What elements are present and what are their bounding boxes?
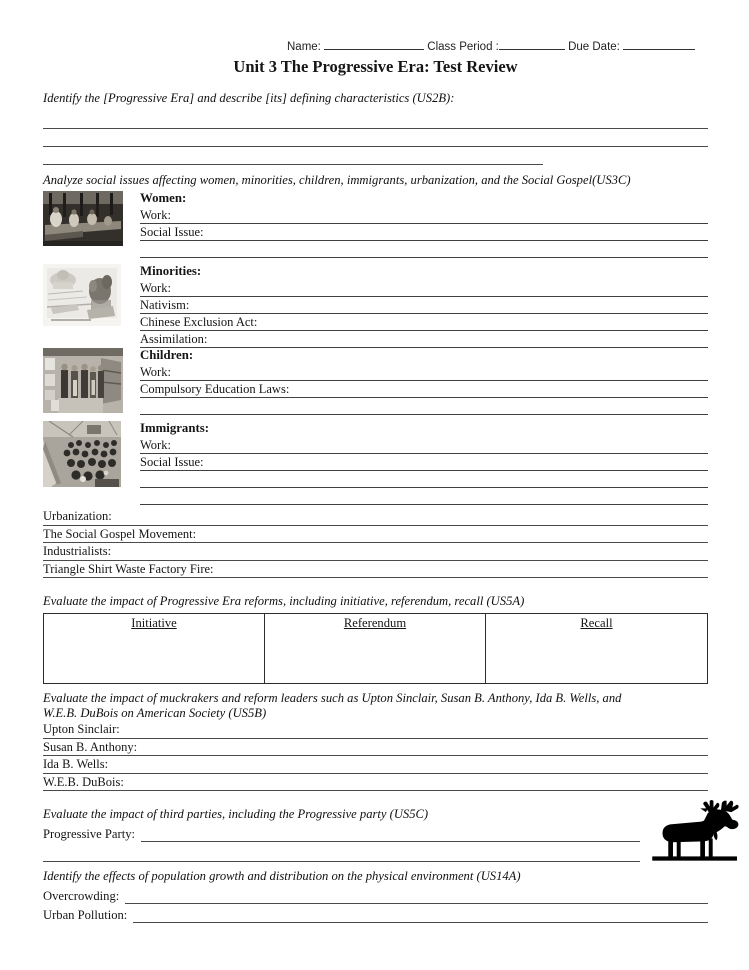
- leader-row: Susan B. Anthony:: [43, 739, 708, 757]
- table-cell-recall: [486, 614, 707, 683]
- progressive-party-label: Progressive Party:: [43, 827, 135, 841]
- overcrowding-row: [43, 885, 708, 904]
- section-women: [43, 191, 708, 258]
- field-row: Work:: [140, 364, 708, 381]
- extra-write-line: [140, 471, 708, 488]
- moose-icon: [649, 799, 744, 863]
- name-blank-line: [324, 40, 424, 50]
- section-minorities: [43, 264, 708, 348]
- prompt-identify-era: Identify the [Progressive Era] and describe [its] defining characteristics (US2B):: [43, 91, 455, 105]
- write-line: [43, 129, 708, 147]
- immigrants-ship-deck-photo: [43, 421, 123, 487]
- prompt-muckrakers: [43, 691, 708, 721]
- progressive-party-row: [43, 823, 708, 842]
- field-row: Work:: [140, 207, 708, 224]
- column-header: Recall: [580, 616, 613, 630]
- write-line: [43, 849, 640, 862]
- leader-row: Upton Sinclair:: [43, 721, 708, 739]
- write-line: [133, 908, 708, 923]
- extra-write-line: [140, 488, 708, 505]
- section-immigrants: [43, 421, 708, 505]
- field-row: Work:: [140, 437, 708, 454]
- write-line: [125, 889, 708, 904]
- name-label: Name:: [287, 41, 321, 53]
- child-labor-mill-photo: [43, 348, 123, 413]
- due-date-blank-line: [623, 40, 695, 50]
- children-heading: Children:: [140, 348, 194, 362]
- name-header-row: [287, 40, 708, 55]
- women-heading: Women:: [140, 191, 187, 205]
- bottom-sections: [43, 807, 708, 923]
- write-line: [43, 147, 543, 165]
- class-period-label: Class Period :: [427, 41, 499, 53]
- table-cell-referendum: [265, 614, 486, 683]
- extra-write-line: [140, 398, 708, 415]
- prompt-third-parties: Evaluate the impact of third parties, including the Progressive party (US5C): [43, 807, 429, 821]
- write-line: [141, 827, 640, 842]
- prompt-muckrakers-line1: Evaluate the impact of muckrakers and reform leaders such as Upton Sinclair, Susan B. Anthony, Ida B. Wells, and: [43, 691, 622, 705]
- due-date-label: Due Date:: [568, 41, 620, 53]
- definition-row: Urbanization:: [43, 508, 708, 526]
- field-row: Assimilation:: [140, 331, 708, 348]
- field-row: Social Issue:: [140, 224, 708, 241]
- immigrants-heading: Immigrants:: [140, 421, 209, 435]
- minorities-engraving: [43, 264, 123, 326]
- field-row: Chinese Exclusion Act:: [140, 314, 708, 331]
- field-row: Work:: [140, 280, 708, 297]
- prompt-reforms: Evaluate the impact of Progressive Era reforms, including initiative, referendum, recall (US5A): [43, 594, 525, 608]
- extra-write-line: [140, 241, 708, 258]
- table-cell-initiative: [44, 614, 265, 683]
- write-line: [43, 111, 708, 129]
- women-factory-photo: [43, 191, 123, 246]
- prompt-muckrakers-line2: W.E.B. DuBois on American Society (US5B): [43, 706, 267, 720]
- leader-row: W.E.B. DuBois:: [43, 774, 708, 792]
- minorities-heading: Minorities:: [140, 264, 202, 278]
- urban-pollution-row: [43, 904, 708, 923]
- field-row: Social Issue:: [140, 454, 708, 471]
- urban-pollution-label: Urban Pollution:: [43, 908, 128, 922]
- prompt-social-issues: Analyze social issues affecting women, minorities, children, immigrants, urbanization, and the Social Gospel(US3C): [43, 173, 631, 187]
- field-row: Compulsory Education Laws:: [140, 381, 708, 398]
- field-row: Nativism:: [140, 297, 708, 314]
- leader-row: Ida B. Wells:: [43, 756, 708, 774]
- overcrowding-label: Overcrowding:: [43, 889, 120, 903]
- prompt-population: Identify the effects of population growth and distribution on the physical environment (US14A): [43, 869, 521, 883]
- column-header: Initiative: [131, 616, 177, 630]
- page-title: Unit 3 The Progressive Era: Test Review: [233, 57, 518, 76]
- class-period-blank-line: [499, 40, 565, 50]
- column-header: Referendum: [343, 616, 407, 630]
- definition-row: Triangle Shirt Waste Factory Fire:: [43, 561, 708, 579]
- definition-row: Industrialists:: [43, 543, 708, 561]
- section-children: [43, 348, 708, 415]
- reforms-table: [43, 613, 708, 684]
- definition-row: The Social Gospel Movement:: [43, 526, 708, 544]
